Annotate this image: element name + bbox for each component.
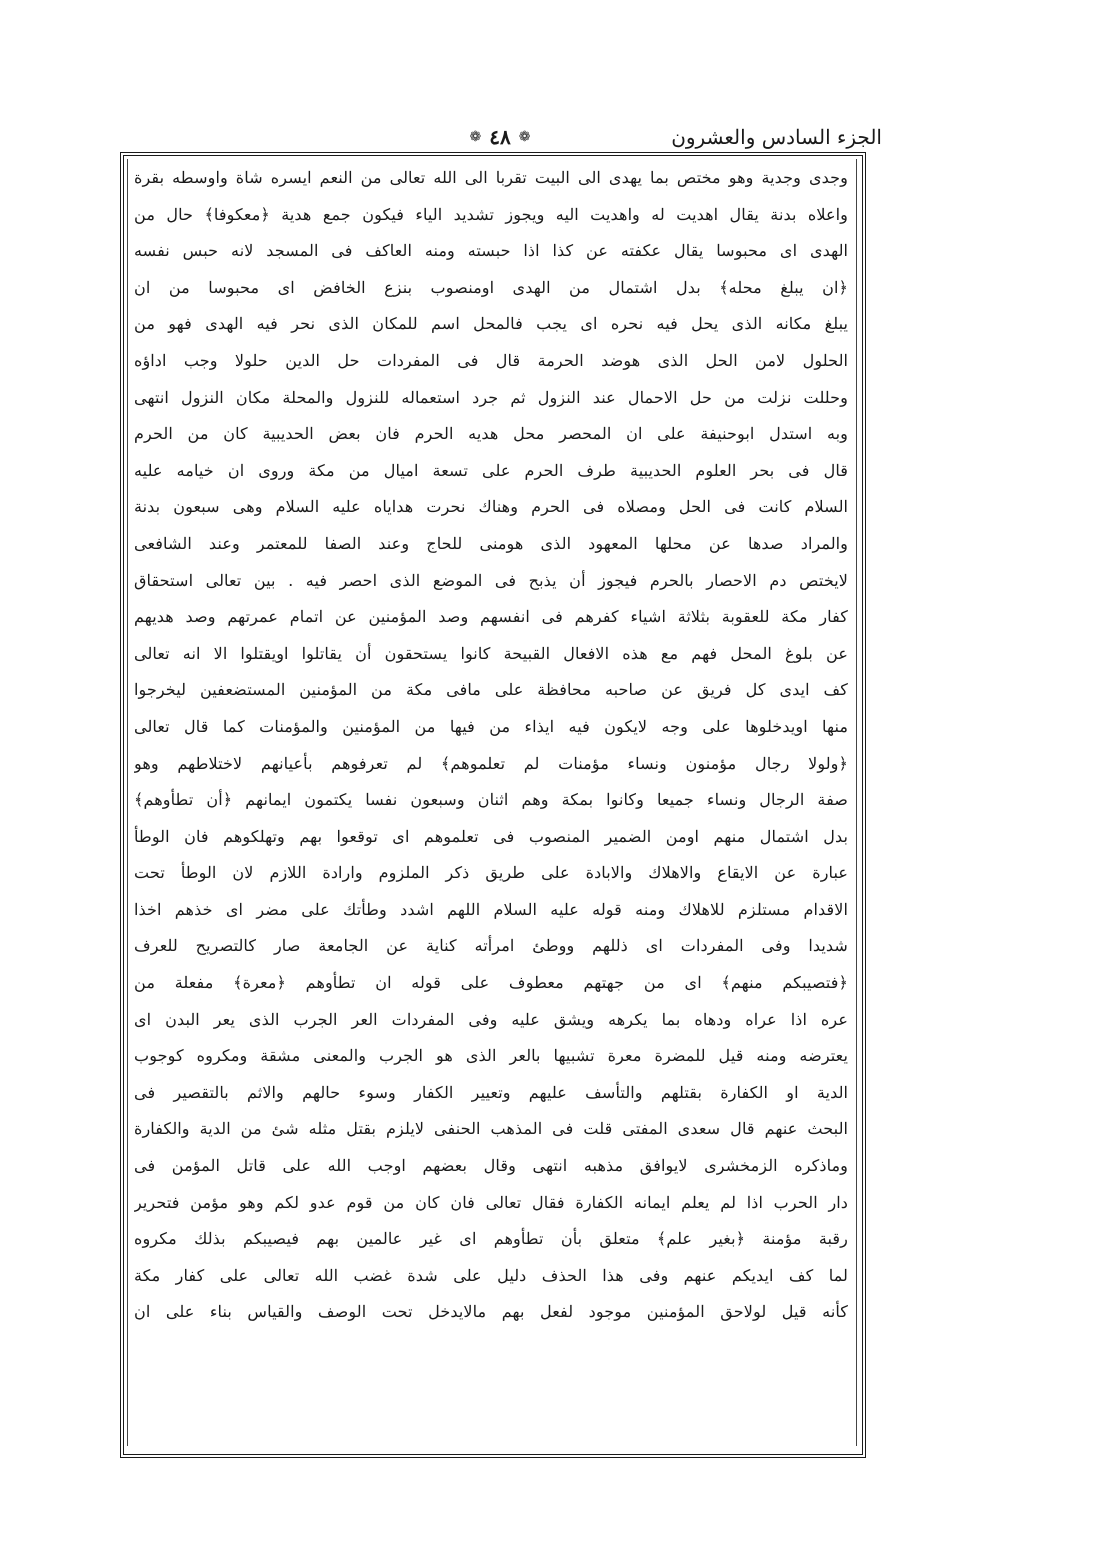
- text-line: الدية او الكفارة بقتلهم والتأسف عليهم وتعيير الكفار وسوء حالهم والاثم بالتقصير فى: [134, 1082, 848, 1102]
- text-line: البحث عنهم قال سعدى المفتى قلت فى المذهب الحنفى لايلزم بقتل مثله شئ من الدية والكفارة: [134, 1119, 848, 1139]
- text-line: وبه استدل ابوحنيفة على ان المحصر محل هديه الحرم فان بعض الحديبية كان من الحرم: [134, 424, 848, 444]
- text-line: السلام كانت فى الحل ومصلاه فى الحرم وهناك نحرت هداياه عليه السلام وهى سبعون بدنة: [134, 497, 848, 517]
- text-line: عن بلوغ المحل فهم مع هذه الافعال القبيحة كانوا يستحقون أن يقاتلوا اويقتلوا الا انه تعالى: [134, 643, 848, 663]
- text-line: واعلاه بدنة يقال اهديت له واهديت اليه ويجوز تشديد الياء فيكون جمع هدية ﴿معكوفا﴾ حال من: [134, 204, 848, 224]
- text-line: كفار مكة للعقوبة بثلاثة اشياء كفرهم فى انفسهم وصد المؤمنين عن اتمام عمرتهم وصد هديهم: [134, 607, 848, 627]
- text-line: عره اذا عراه ودهاه بما يكرهه ويشق عليه وفى المفردات العر الجرب الذى يعر البدن اى: [134, 1009, 848, 1029]
- text-line: الحلول لامن الحل الذى هوضد الحرمة قال فى المفردات حل الدين حلولا وجب اداؤه: [134, 350, 848, 370]
- text-line: بدل اشتمال منهم اومن الضمير المنصوب فى تعلموهم اى توقعوا بهم وتهلكوهم فان الوطأ: [134, 826, 848, 846]
- text-line: كأنه قيل لولاحق المؤمنين موجود لفعل بهم مالايدخل تحت الوصف والقياس بناء على ان: [134, 1302, 848, 1322]
- text-line: ﴿ان يبلغ محله﴾ بدل اشتمال من الهدى اومنصوب بنزع الخافض اى محبوسا من ان: [134, 277, 848, 297]
- text-line: والمراد صدها عن محلها المعهود الذى هومنى للحاج وعند الصفا للمعتمر وعند الشافعى: [134, 533, 848, 553]
- text-line: يبلغ مكانه الذى يحل فيه نحره اى يجب فالمحل اسم للمكان الذى نحر فيه الهدى فهو من: [134, 314, 848, 334]
- text-line: قال فى بحر العلوم الحديبية طرف الحرم على تسعة اميال من مكة وروى ان خيامه عليه: [134, 460, 848, 480]
- text-line: يعترضه ومنه قيل للمضرة معرة تشبيها بالعر الذى هو الجرب والمعنى مشقة ومكروه كوجوب: [134, 1046, 848, 1066]
- text-line: الهدى اى محبوسا يقال عكفته عن كذا اذا حبسته ومنه العاكف فى المسجد لانه حبس نفسه: [134, 241, 848, 261]
- running-title: الجزء السادس والعشرون: [671, 125, 882, 149]
- text-line: ﴿فتصيبكم منهم﴾ اى من جهتهم معطوف على قوله ان تطأوهم ﴿معرة﴾ مفعلة من: [134, 973, 848, 993]
- text-line: لما كف ايديكم عنهم وفى هذا الحذف دليل على شدة غضب الله تعالى على كفار مكة: [134, 1265, 848, 1285]
- page-number-ornament: [430, 122, 570, 152]
- main-text: [134, 160, 848, 1440]
- text-line: عبارة عن الايقاع والاهلاك والابادة على طريق ذكر الملزوم وارادة اللازم لان الوطأ تحت: [134, 863, 848, 883]
- ornament-right-icon: ❁: [518, 129, 531, 145]
- text-line: الاقدام مستلزم للاهلاك ومنه قوله عليه السلام اللهم اشدد وطأتك على مضر اى خذهم اخذا: [134, 899, 848, 919]
- ornament-left-icon: ❁: [469, 129, 482, 145]
- page-number: ٤٨: [489, 125, 511, 149]
- text-line: منها اويدخلوها على وجه لايكون فيه ايذاء من فيها من المؤمنين والمؤمنات كما قال تعالى: [134, 716, 848, 736]
- text-line: رقبة مؤمنة ﴿بغير علم﴾ متعلق بأن تطأوهم اى غير عالمين بهم فيصيبكم بذلك مكروه: [134, 1229, 848, 1249]
- text-line: دار الحرب اذا لم يعلم ايمانه الكفارة فقال تعالى فان كان من قوم عدو لكم وهو مؤمن فتحرير: [134, 1192, 848, 1212]
- text-line: وماذكره الزمخشرى لايوافق مذهبه انتهى وقال بعضهم اوجب الله على قاتل المؤمن فى: [134, 1156, 848, 1176]
- page-header: [120, 122, 882, 152]
- text-line: وجدى وجدية وهو مختص بما يهدى الى البيت تقربا الى الله تعالى من النعم ايسره شاة واوسطه بقرة: [134, 168, 848, 187]
- text-line: وحللت نزلت من حل الاحمال عند النزول ثم جرد استعماله للنزول والمحلة مكان النزول انتهى: [134, 387, 848, 407]
- text-line: شديدا وفى المفردات اى ذللهم ووطئ امرأته كناية عن الجامعة صار كالتصريح للعرف: [134, 936, 848, 956]
- text-line: ﴿ولولا رجال مؤمنون ونساء مؤمنات لم تعلموهم﴾ لم تعرفوهم بأعيانهم لاختلاطهم وهو: [134, 753, 848, 773]
- text-line: صفة الرجال ونساء جميعا وكانوا بمكة وهم اثنان وسبعون نفسا يكتمون ايمانهم ﴿أن تطأوهم﴾: [134, 790, 848, 810]
- text-line: لايختص دم الاحصار بالحرم فيجوز أن يذبح فى الموضع الذى احصر فيه . بين تعالى استحقاق: [134, 570, 848, 590]
- text-line: كف ايدى كل فريق عن صاحبه محافظة على مافى مكة من المؤمنين المستضعفين ليخرجوا: [134, 680, 848, 700]
